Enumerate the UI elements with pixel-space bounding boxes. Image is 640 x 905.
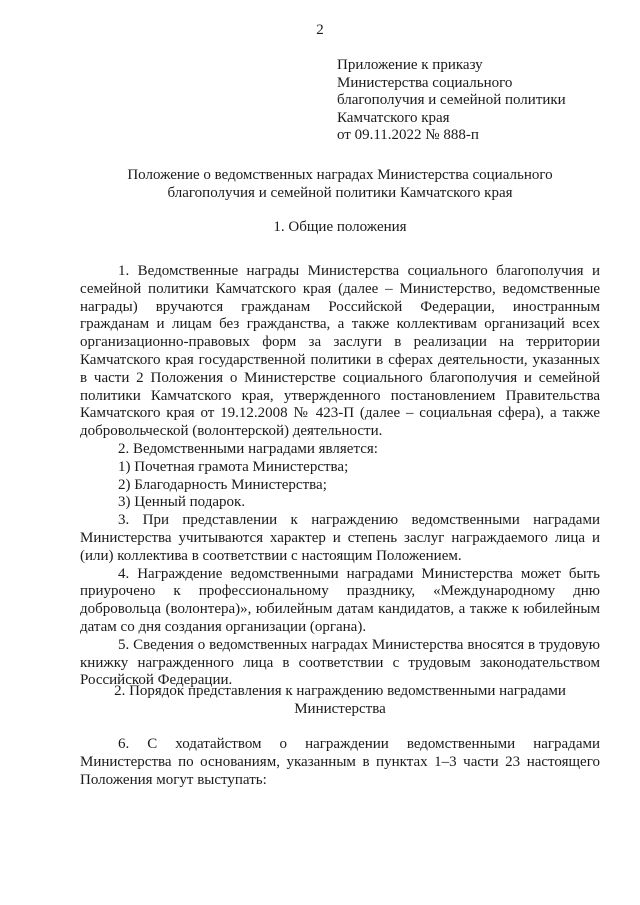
document-title-line-1: Положение о ведомственных наградах Министерства социального bbox=[127, 167, 553, 183]
section-2-heading-line-1: 2. Порядок представления к награждению ведомственными наградами bbox=[114, 683, 566, 699]
paragraph-2: 2. Ведомственными наградами является: bbox=[118, 440, 378, 457]
section-1-heading: 1. Общие положения bbox=[273, 219, 407, 235]
appendix-block bbox=[337, 57, 627, 145]
paragraph-5: 5. Сведения о ведомственных наградах Министерства вносятся в трудовую книжку награжденного лица в соответствии с трудовым законодательством Российской Федерации. bbox=[80, 636, 600, 689]
appendix-line-5: от 09.11.2022 № 888-п bbox=[337, 127, 479, 144]
section-2-body bbox=[80, 736, 600, 789]
list-item-3: 3) Ценный подарок. bbox=[118, 494, 246, 511]
paragraph-1: 1. Ведомственные награды Министерства социального благополучия и семейной политики Камчатского края (далее – Министерство, ведомственные награды) вручаются гражданам Российской Федерации, иностранным гражданам и лицам без гражданства, а также коллективам организаций всех организационно-правовых форм за заслуги в реализации на территории Камчатского края государственной политики в сферах деятельности, указанных в части 2 Положения о Министерстве социального благополучия и семейной политики Камчатского края, утвержденного постановлением Правительства Камчатского края от 19.12.2008 № 423-П (далее – социальная сфера), а также добровольческой (волонтерской) деятельности. bbox=[80, 263, 600, 440]
paragraph-4: 4. Награждение ведомственными наградами Министерства может быть приурочено к профессиональному празднику, «Международному дню добровольца (волонтера)», юбилейным датам кандидатов, а также к юбилейным датам со дня создания организации (органа). bbox=[80, 565, 600, 635]
list-item-1: 1) Почетная грамота Министерства; bbox=[118, 458, 349, 475]
list-item-2: 2) Благодарность Министерства; bbox=[118, 476, 327, 493]
appendix-line-4: Камчатского края bbox=[337, 109, 450, 126]
document-title-line-2: благополучия и семейной политики Камчатского края bbox=[167, 184, 513, 201]
appendix-line-3: благополучия и семейной политики bbox=[337, 92, 566, 109]
paragraph-3: 3. При представлении к награждению ведомственными наградами Министерства учитываются характер и степень заслуг награждаемого лица и (или) коллектива в соответствии с настоящим Положением. bbox=[80, 512, 600, 564]
page-number: 2 bbox=[316, 22, 324, 38]
appendix-line-1: Приложение к приказу bbox=[337, 57, 483, 73]
section-1-body bbox=[80, 263, 600, 690]
section-2-heading bbox=[80, 683, 600, 719]
appendix-line-2: Министерства социального bbox=[337, 74, 513, 91]
paragraph-6: 6. С ходатайством о награждении ведомственными наградами Министерства по основаниям, указанным в пунктах 1–3 части 23 настоящего Положения могут выступать: bbox=[80, 736, 600, 788]
document-title bbox=[80, 167, 600, 203]
section-2-heading-line-2: Министерства bbox=[294, 700, 386, 717]
